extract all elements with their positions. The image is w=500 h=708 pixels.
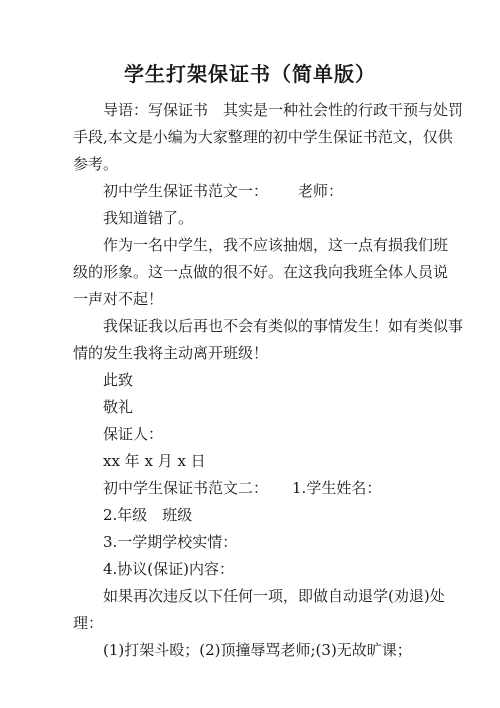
essay2-item-4: 4.协议(保证)内容：	[103, 560, 235, 578]
intro-line-3: 参考。	[73, 155, 119, 173]
essay2-item-1: 1.学生姓名：	[292, 479, 382, 497]
essay1-heading-line	[103, 181, 343, 201]
essay1-closing-2: 敬礼	[103, 398, 134, 416]
essay2-heading-line	[103, 478, 381, 498]
essay1-closing-1: 此致	[103, 371, 134, 389]
essay2-violation-list: (1)打架斗殴；(2)顶撞辱骂老师;(3)无故旷课；	[103, 641, 412, 659]
essay2-item-3: 3.一学期学校实情：	[103, 533, 238, 551]
essay1-salutation: 老师：	[298, 182, 344, 200]
essay2-paragraph-line-2: 理：	[73, 614, 104, 632]
essay1-heading: 初中学生保证书范文一：	[103, 182, 269, 200]
essay1-paragraph-3-line-2: 情的发生我将主动离开班级！	[73, 344, 269, 362]
essay1-signer: 保证人：	[103, 425, 164, 443]
essay2-heading: 初中学生保证书范文二：	[103, 479, 269, 497]
essay1-paragraph-2-line-1: 作为一名中学生，我不应该抽烟，这一点有损我们班	[103, 236, 449, 254]
essay1-paragraph-1: 我知道错了。	[103, 209, 194, 227]
intro-line-2: 手段,本文是小编为大家整理的初中学生保证书范文，仅供	[73, 128, 453, 146]
essay1-paragraph-2-line-3: 一声对不起！	[73, 290, 164, 308]
essay2-paragraph-line-1: 如果再次违反以下任何一项，即做自动退学(劝退)处	[103, 587, 445, 605]
essay1-paragraph-3-line-1: 我保证我以后再也不会有类似的事情发生！如有类似事	[103, 317, 464, 335]
essay1-date: xx 年 x 月 x 日	[103, 452, 206, 470]
document-title: 学生打架保证书（简单版）	[124, 62, 376, 86]
essay2-item-2: 2.年级 班级	[103, 506, 193, 524]
intro-line-1: 导语：写保证书 其实是一种社会性的行政干预与处罚	[103, 101, 464, 119]
essay1-paragraph-2-line-2: 级的形象。这一点做的很不好。在这我向我班全体人员说	[73, 263, 449, 281]
